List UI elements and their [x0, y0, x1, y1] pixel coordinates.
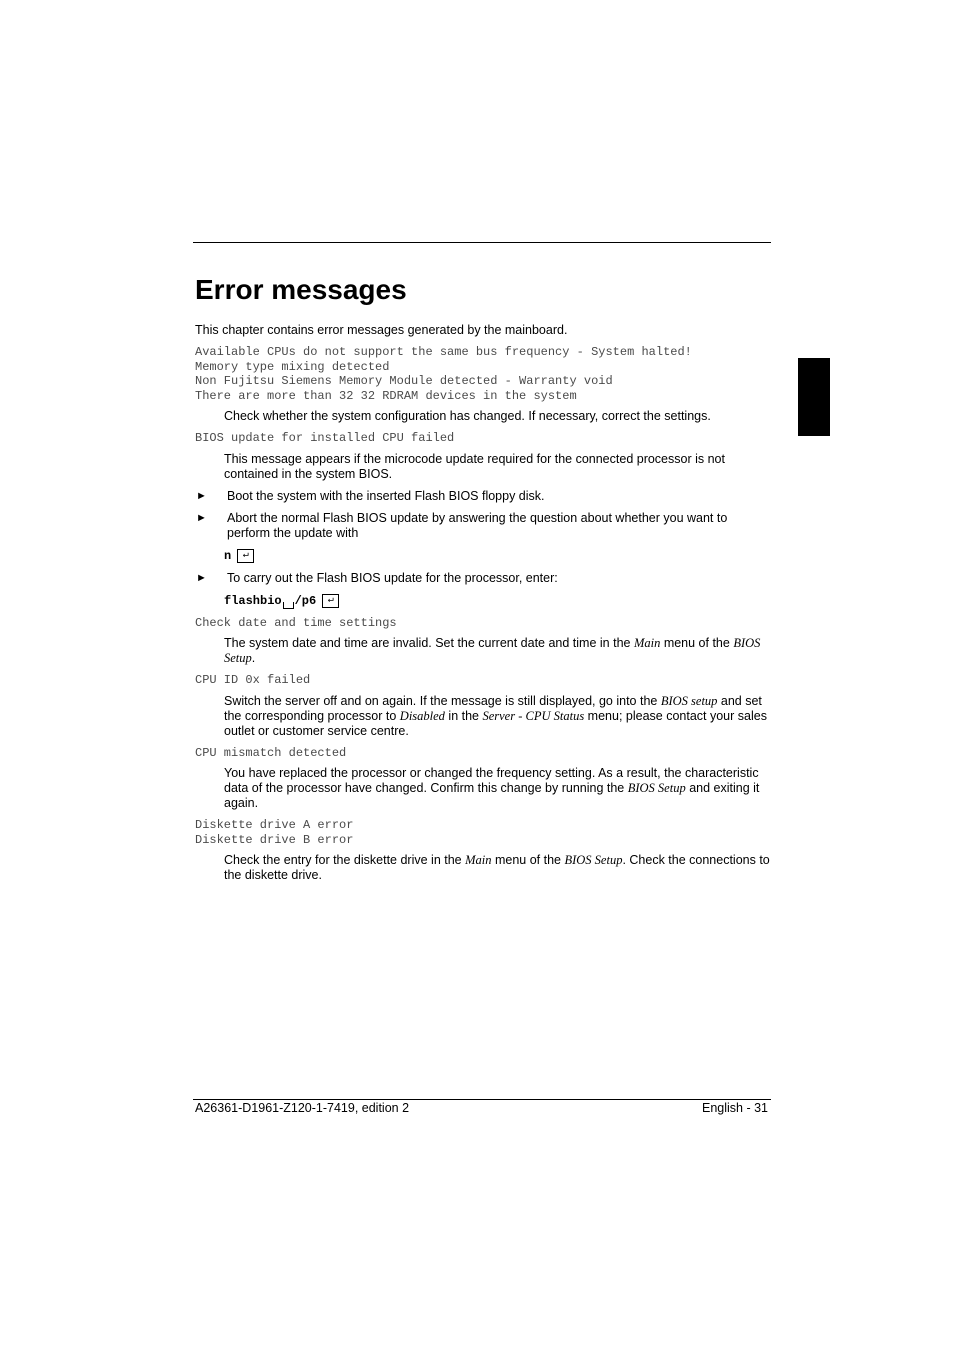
- text-run: Check the entry for the diskette drive in the: [224, 853, 466, 867]
- command-text: n: [224, 548, 232, 563]
- space-symbol-icon: [283, 602, 294, 609]
- intro-text: This chapter contains error messages generated by the mainboard.: [195, 323, 568, 337]
- text-run: The system date and time are invalid. Set the current date and time in the: [224, 636, 634, 650]
- menu-reference: Main: [633, 636, 661, 650]
- error-message: Diskette drive B error: [195, 832, 354, 847]
- error-message: Diskette drive A error: [195, 818, 354, 832]
- error-message: There are more than 32 32 RDRAM devices in the system: [195, 388, 577, 403]
- text-run: You have replaced the processor or changed the frequency setting. As a result, the characteristic data of the processor have changed. Confirm this change by running the: [224, 766, 759, 795]
- text-run: and exiting it again.: [224, 781, 760, 810]
- instruction-step: [195, 571, 770, 586]
- menu-reference: BIOS Setup: [627, 781, 686, 795]
- command-line: [224, 548, 770, 564]
- error-message: CPU ID 0x failed: [195, 673, 311, 687]
- menu-reference: Main: [465, 853, 492, 867]
- bullet-arrow-icon: ►: [196, 571, 207, 584]
- enter-key-icon: ↵: [237, 549, 254, 563]
- error-message-group: [195, 818, 770, 847]
- step-text: Boot the system with the inserted Flash BIOS floppy disk.: [227, 488, 545, 503]
- menu-reference: BIOS setup: [660, 693, 718, 708]
- error-description: [224, 694, 770, 739]
- text-run: .: [251, 651, 256, 665]
- error-description: [224, 636, 770, 666]
- error-description: Check whether the system configuration has changed. If necessary, correct the settings.: [224, 409, 711, 423]
- page-number: English - 31: [701, 1101, 768, 1115]
- text-run: menu of the: [491, 853, 565, 867]
- bullet-arrow-icon: ►: [196, 489, 207, 502]
- enter-key-icon: ↵: [322, 594, 339, 608]
- footer-rule: [193, 1099, 771, 1100]
- menu-reference: Server - CPU Status: [482, 708, 585, 723]
- error-description: [224, 853, 770, 883]
- error-message-group: [195, 345, 770, 403]
- error-message: Non Fujitsu Siemens Memory Module detected - Warranty void: [195, 374, 613, 388]
- bullet-arrow-icon: ►: [196, 511, 207, 524]
- command-line: [224, 593, 770, 609]
- page-content: [195, 270, 770, 883]
- text-run: . Check the connections to the diskette drive.: [224, 853, 770, 882]
- step-text: Abort the normal Flash BIOS update by answering the question about whether you want to perform the update with: [227, 510, 728, 540]
- step-text: To carry out the Flash BIOS update for the processor, enter:: [227, 570, 558, 585]
- error-description: [224, 766, 770, 811]
- error-description: This message appears if the microcode update required for the connected processor is not contained in the system BIOS.: [224, 451, 725, 481]
- error-message: Memory type mixing detected: [195, 359, 390, 374]
- error-message: Available CPUs do not support the same bus frequency - System halted!: [195, 345, 692, 359]
- command-text: /p6: [294, 593, 317, 608]
- error-message: CPU mismatch detected: [195, 745, 347, 760]
- error-message: BIOS update for installed CPU failed: [195, 431, 455, 445]
- text-run: and set the corresponding processor to: [224, 693, 762, 723]
- command-text: flashbio: [224, 593, 282, 608]
- text-run: menu of the: [660, 636, 734, 650]
- setting-reference: Disabled: [399, 708, 445, 723]
- text-run: menu; please contact your sales outlet or customer service centre.: [224, 708, 767, 738]
- instruction-step: [195, 489, 770, 504]
- text-run: in the: [444, 708, 483, 723]
- document-id: A26361-D1961-Z120-1-7419, edition 2: [195, 1101, 410, 1115]
- chapter-tab-marker: [798, 358, 830, 436]
- header-rule: [193, 242, 771, 243]
- error-message: Check date and time settings: [195, 615, 397, 630]
- menu-reference: BIOS Setup: [224, 636, 761, 665]
- instruction-step: [195, 511, 770, 541]
- page-title: Error messages: [195, 274, 407, 305]
- menu-reference: BIOS Setup: [564, 853, 623, 867]
- text-run: Switch the server off and on again. If the message is still displayed, go into the: [224, 693, 661, 708]
